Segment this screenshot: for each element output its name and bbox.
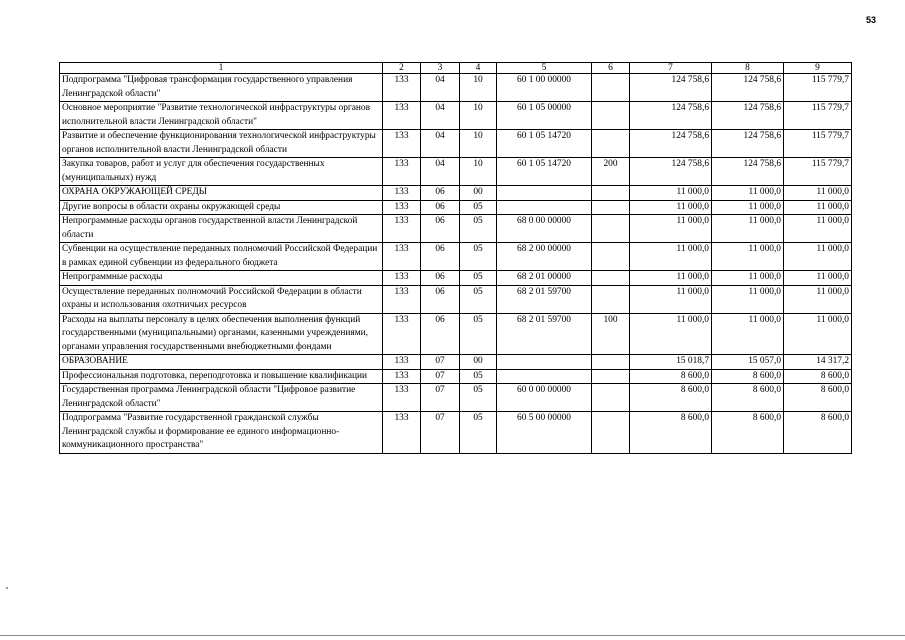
amount-year1-cell: 8 600,0 <box>630 369 712 384</box>
column-header: 6 <box>592 63 630 74</box>
expense-type-cell <box>592 102 630 130</box>
table-row <box>60 130 852 158</box>
amount-year1-cell: 11 000,0 <box>630 200 712 215</box>
expense-type-cell: 100 <box>592 313 630 355</box>
section-cell: 04 <box>421 74 460 102</box>
subsection-cell: 05 <box>460 215 497 243</box>
target-article-cell <box>497 200 592 215</box>
admin-code-cell: 133 <box>383 158 421 186</box>
target-article-cell: 60 1 05 14720 <box>497 158 592 186</box>
amount-year1-cell: 124 758,6 <box>630 102 712 130</box>
target-article-cell: 68 2 01 00000 <box>497 271 592 286</box>
admin-code-cell: 133 <box>383 130 421 158</box>
amount-year3-cell: 8 600,0 <box>784 369 852 384</box>
admin-code-cell: 133 <box>383 355 421 370</box>
target-article-cell: 68 2 01 59700 <box>497 285 592 313</box>
amount-year3-cell: 11 000,0 <box>784 313 852 355</box>
column-header: 7 <box>630 63 712 74</box>
row-name-cell: Профессиональная подготовка, переподготовка и повышение квалификации <box>60 369 383 384</box>
admin-code-cell: 133 <box>383 74 421 102</box>
section-cell: 04 <box>421 158 460 186</box>
table-row <box>60 384 852 412</box>
table-body <box>60 63 852 454</box>
table-row <box>60 74 852 102</box>
amount-year2-cell: 124 758,6 <box>712 74 784 102</box>
row-name-cell: Основное мероприятие "Развитие технологической инфраструктуры органов исполнительной власти Ленинградской области" <box>60 102 383 130</box>
amount-year3-cell: 11 000,0 <box>784 186 852 201</box>
row-name-cell: ОБРАЗОВАНИЕ <box>60 355 383 370</box>
table-row <box>60 369 852 384</box>
section-cell: 04 <box>421 130 460 158</box>
target-article-cell: 68 0 00 00000 <box>497 215 592 243</box>
admin-code-cell: 133 <box>383 102 421 130</box>
amount-year2-cell: 11 000,0 <box>712 243 784 271</box>
expense-type-cell <box>592 186 630 201</box>
section-cell: 07 <box>421 355 460 370</box>
amount-year3-cell: 14 317,2 <box>784 355 852 370</box>
subsection-cell: 05 <box>460 412 497 454</box>
column-header: 5 <box>497 63 592 74</box>
admin-code-cell: 133 <box>383 412 421 454</box>
page-number: 53 <box>866 15 877 25</box>
table-row <box>60 243 852 271</box>
amount-year1-cell: 11 000,0 <box>630 285 712 313</box>
column-header: 8 <box>712 63 784 74</box>
row-name-cell: Развитие и обеспечение функционирования технологической инфраструктуры органов исполнительной власти Ленинградской области <box>60 130 383 158</box>
expense-type-cell <box>592 215 630 243</box>
table-row <box>60 271 852 286</box>
admin-code-cell: 133 <box>383 215 421 243</box>
amount-year1-cell: 15 018,7 <box>630 355 712 370</box>
row-name-cell: Субвенции на осуществление переданных полномочий Российской Федерации в рамках единой субвенции из федерального бюджета <box>60 243 383 271</box>
target-article-cell <box>497 355 592 370</box>
column-header: 4 <box>460 63 497 74</box>
amount-year3-cell: 115 779,7 <box>784 102 852 130</box>
row-name-cell: Государственная программа Ленинградской области "Цифровое развитие Ленинградской области" <box>60 384 383 412</box>
row-name-cell: Непрограммные расходы органов государственной власти Ленинградской области <box>60 215 383 243</box>
table-row <box>60 215 852 243</box>
amount-year2-cell: 8 600,0 <box>712 369 784 384</box>
row-name-cell: Другие вопросы в области охраны окружающей среды <box>60 200 383 215</box>
amount-year2-cell: 11 000,0 <box>712 285 784 313</box>
amount-year2-cell: 11 000,0 <box>712 215 784 243</box>
amount-year3-cell: 11 000,0 <box>784 200 852 215</box>
budget-table <box>59 62 852 454</box>
amount-year1-cell: 124 758,6 <box>630 74 712 102</box>
amount-year2-cell: 15 057,0 <box>712 355 784 370</box>
page-bottom-edge <box>0 635 905 636</box>
amount-year3-cell: 115 779,7 <box>784 74 852 102</box>
amount-year2-cell: 8 600,0 <box>712 384 784 412</box>
amount-year1-cell: 124 758,6 <box>630 130 712 158</box>
target-article-cell: 60 1 00 00000 <box>497 74 592 102</box>
subsection-cell: 05 <box>460 200 497 215</box>
column-header: 9 <box>784 63 852 74</box>
target-article-cell: 60 5 00 00000 <box>497 412 592 454</box>
amount-year1-cell: 11 000,0 <box>630 313 712 355</box>
table-row <box>60 186 852 201</box>
expense-type-cell <box>592 355 630 370</box>
amount-year3-cell: 11 000,0 <box>784 285 852 313</box>
target-article-cell <box>497 369 592 384</box>
amount-year2-cell: 8 600,0 <box>712 412 784 454</box>
target-article-cell: 60 1 05 00000 <box>497 102 592 130</box>
admin-code-cell: 133 <box>383 369 421 384</box>
subsection-cell: 05 <box>460 369 497 384</box>
subsection-cell: 05 <box>460 285 497 313</box>
subsection-cell: 00 <box>460 355 497 370</box>
target-article-cell: 60 1 05 14720 <box>497 130 592 158</box>
amount-year3-cell: 8 600,0 <box>784 412 852 454</box>
amount-year2-cell: 124 758,6 <box>712 102 784 130</box>
amount-year1-cell: 11 000,0 <box>630 243 712 271</box>
table-row <box>60 313 852 355</box>
section-cell: 06 <box>421 186 460 201</box>
admin-code-cell: 133 <box>383 186 421 201</box>
amount-year3-cell: 115 779,7 <box>784 158 852 186</box>
table-row <box>60 200 852 215</box>
subsection-cell: 10 <box>460 158 497 186</box>
amount-year2-cell: 11 000,0 <box>712 271 784 286</box>
admin-code-cell: 133 <box>383 243 421 271</box>
expense-type-cell <box>592 130 630 158</box>
table-row <box>60 355 852 370</box>
admin-code-cell: 133 <box>383 285 421 313</box>
header-row <box>60 63 852 74</box>
section-cell: 06 <box>421 243 460 271</box>
section-cell: 07 <box>421 369 460 384</box>
subsection-cell: 10 <box>460 102 497 130</box>
amount-year2-cell: 124 758,6 <box>712 158 784 186</box>
row-name-cell: Подпрограмма "Цифровая трансформация государственного управления Ленинградской области" <box>60 74 383 102</box>
section-cell: 06 <box>421 313 460 355</box>
target-article-cell: 68 2 01 59700 <box>497 313 592 355</box>
target-article-cell: 60 0 00 00000 <box>497 384 592 412</box>
subsection-cell: 10 <box>460 74 497 102</box>
amount-year1-cell: 8 600,0 <box>630 384 712 412</box>
admin-code-cell: 133 <box>383 384 421 412</box>
section-cell: 06 <box>421 271 460 286</box>
expense-type-cell <box>592 369 630 384</box>
expense-type-cell <box>592 285 630 313</box>
column-header: 3 <box>421 63 460 74</box>
subsection-cell: 05 <box>460 243 497 271</box>
expense-type-cell <box>592 412 630 454</box>
table-row <box>60 158 852 186</box>
column-header: 1 <box>60 63 383 74</box>
row-name-cell: Непрограммные расходы <box>60 271 383 286</box>
expense-type-cell <box>592 74 630 102</box>
amount-year2-cell: 124 758,6 <box>712 130 784 158</box>
expense-type-cell <box>592 384 630 412</box>
amount-year2-cell: 11 000,0 <box>712 200 784 215</box>
expense-type-cell <box>592 271 630 286</box>
subsection-cell: 05 <box>460 384 497 412</box>
admin-code-cell: 133 <box>383 271 421 286</box>
amount-year3-cell: 115 779,7 <box>784 130 852 158</box>
amount-year1-cell: 124 758,6 <box>630 158 712 186</box>
section-cell: 07 <box>421 412 460 454</box>
row-name-cell: Осуществление переданных полномочий Российской Федерации в области охраны и использования охотничьих ресурсов <box>60 285 383 313</box>
amount-year1-cell: 11 000,0 <box>630 271 712 286</box>
admin-code-cell: 133 <box>383 200 421 215</box>
row-name-cell: ОХРАНА ОКРУЖАЮЩЕЙ СРЕДЫ <box>60 186 383 201</box>
amount-year3-cell: 11 000,0 <box>784 215 852 243</box>
expense-type-cell <box>592 243 630 271</box>
expense-type-cell: 200 <box>592 158 630 186</box>
table-row <box>60 285 852 313</box>
target-article-cell: 68 2 00 00000 <box>497 243 592 271</box>
row-name-cell: Расходы на выплаты персоналу в целях обеспечения выполнения функций государственными (муниципальными) органами, казенными учреждениями, органами управления государственными внебюджетными фондами <box>60 313 383 355</box>
subsection-cell: 05 <box>460 271 497 286</box>
scan-speck <box>6 587 8 589</box>
row-name-cell: Закупка товаров, работ и услуг для обеспечения государственных (муниципальных) нужд <box>60 158 383 186</box>
admin-code-cell: 133 <box>383 313 421 355</box>
amount-year1-cell: 8 600,0 <box>630 412 712 454</box>
amount-year1-cell: 11 000,0 <box>630 186 712 201</box>
subsection-cell: 05 <box>460 313 497 355</box>
amount-year3-cell: 11 000,0 <box>784 271 852 286</box>
row-name-cell: Подпрограмма "Развитие государственной гражданской службы Ленинградской службы и формирование ее единого информационно-коммуникационного пространства" <box>60 412 383 454</box>
amount-year3-cell: 11 000,0 <box>784 243 852 271</box>
section-cell: 06 <box>421 285 460 313</box>
column-header: 2 <box>383 63 421 74</box>
amount-year3-cell: 8 600,0 <box>784 384 852 412</box>
amount-year2-cell: 11 000,0 <box>712 313 784 355</box>
amount-year1-cell: 11 000,0 <box>630 215 712 243</box>
section-cell: 07 <box>421 384 460 412</box>
table-row <box>60 102 852 130</box>
section-cell: 06 <box>421 200 460 215</box>
expense-type-cell <box>592 200 630 215</box>
amount-year2-cell: 11 000,0 <box>712 186 784 201</box>
table-row <box>60 412 852 454</box>
section-cell: 06 <box>421 215 460 243</box>
section-cell: 04 <box>421 102 460 130</box>
subsection-cell: 10 <box>460 130 497 158</box>
target-article-cell <box>497 186 592 201</box>
subsection-cell: 00 <box>460 186 497 201</box>
